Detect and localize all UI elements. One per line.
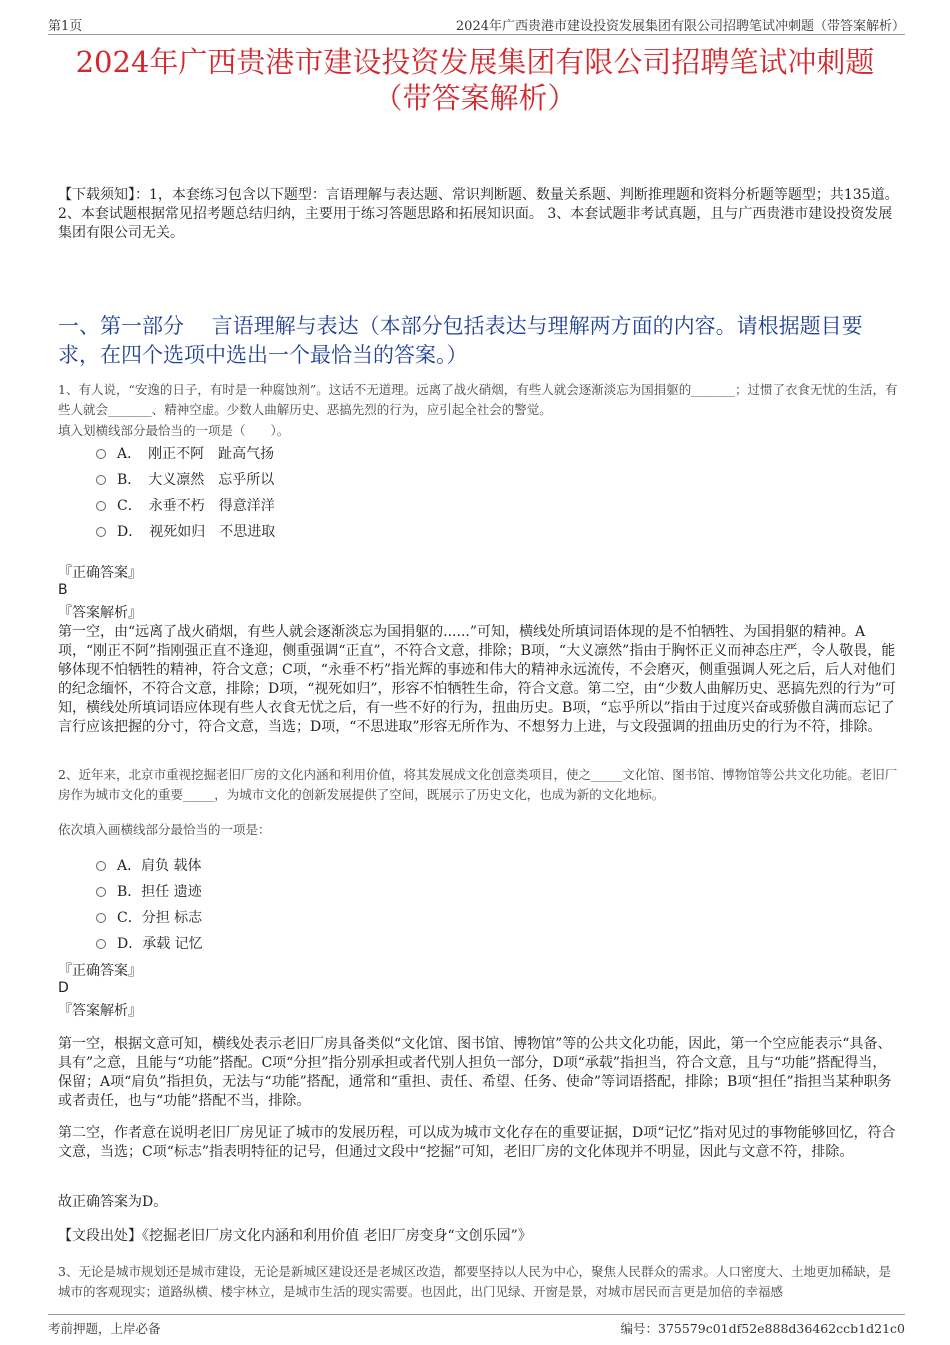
question-2-stem: 2、近年来，北京市重视挖掘老旧厂房的文化内涵和利用价值，将其发展成文化创意类项目，使之_____文化馆、图书馆、博物馆等公共文化功能。老旧厂房作为城市文化的重要_____，为城市文化的创新发展提供了空间，既展示了历史文化，也成为新的文化地标。 xyxy=(58,767,898,802)
radio-icon[interactable] xyxy=(96,527,106,537)
page-number: 第1页 xyxy=(48,19,83,34)
option-c[interactable]: C．分担 标志 xyxy=(96,905,496,931)
title-line-1: 2024年广西贵港市建设投资发展集团有限公司招聘笔试冲刺题 xyxy=(75,45,875,79)
header-doc-title: 2024年广西贵港市建设投资发展集团有限公司招聘笔试冲刺题（带答案解析） xyxy=(455,19,905,34)
radio-icon[interactable] xyxy=(96,449,106,459)
analysis-label: 『答案解析』 xyxy=(58,605,142,621)
option-d[interactable]: D．承载 记忆 xyxy=(96,931,496,957)
radio-icon[interactable] xyxy=(96,501,106,511)
option-a[interactable]: A．肩负 载体 xyxy=(96,853,496,879)
answer-label: 『正确答案』 xyxy=(58,565,142,581)
question-2-options xyxy=(96,853,496,957)
answer-label: 『正确答案』 xyxy=(58,963,142,979)
analysis-text: 第一空，由“远离了战火硝烟，有些人就会逐渐淡忘为国捐躯的......”可知，横线处所填词语体现的是不怕牺牲、为国捐躯的精神。A项，“刚正不阿”指刚强正直不逢迎，侧重强调“正直”，不符合文意，排除；B项，“大义凛然”指由于胸怀正义而神态庄严，令人敬畏，能够体现不怕牺牲的精神，符合文意；C项，“永垂不朽”指光辉的事迹和伟大的精神永远流传，不会磨灭，侧重强调人死之后，后人对他们的纪念缅怀，不符合文意，排除；D项，“视死如归”，形容不怕牺牲生命，符合文意。第二空，由“少数人曲解历史、恶搞先烈的行为”可知，横线处所填词语应体现有些人衣食无忧之后，有一些不好的行为，扭曲历史。B项，“忘乎所以”指由于过度兴奋或骄傲自满而忘记了言行应该把握的分寸，符合文意，当选；D项，“不思进取”形容无所作为、不想努力上进，与文段强调的扭曲历史的行为不符，排除。 xyxy=(58,624,896,735)
download-notice: 【下载须知】：1，本套练习包含以下题型：言语理解与表达题、常识判断题、数量关系题、判断推理题和资料分析题等题型；共135道。 2、本套试题根据常见招考题总结归纳，主要用于练习答题思路和拓展知识面。 3、本套试题非考试真题，且与广西贵港市建设投资发展集团有限公司无关。 xyxy=(58,187,899,241)
passage-source: 【文段出处】《挖掘老旧厂房文化内涵和利用价值 老旧厂房变身“文创乐园”》 xyxy=(58,1228,532,1244)
title-line-2: （带答案解析） xyxy=(373,81,577,115)
option-b[interactable]: B．担任 遗迹 xyxy=(96,879,496,905)
analysis-paragraph-2: 第二空，作者意在说明老旧厂房见证了城市的发展历程，可以成为城市文化存在的重要证据，D项“记忆”指对见过的事物能够回忆，符合文意，当选；C项“标志”指表明特征的记号，但通过文段中“挖掘”可知，老旧厂房的文化体现并不明显，因此与文意不符，排除。 xyxy=(58,1125,896,1160)
question-2-prompt: 依次填入画横线部分最恰当的一项是： xyxy=(58,822,271,837)
question-1-prompt: 填入划横线部分最恰当的一项是（ ）。 xyxy=(58,423,290,438)
option-d[interactable]: D． 视死如归 不思进取 xyxy=(96,519,496,545)
option-b[interactable]: B． 大义凛然 忘乎所以 xyxy=(96,467,496,493)
section-heading: 一、第一部分 言语理解与表达（本部分包括表达与理解两方面的内容。请根据题目要求，在四个选项中选出一个最恰当的答案。） xyxy=(58,314,863,367)
option-a[interactable]: A． 刚正不阿 趾高气扬 xyxy=(96,441,496,467)
footer-slogan: 考前押题，上岸必备 xyxy=(48,1321,161,1336)
radio-icon[interactable] xyxy=(96,887,106,897)
question-1-options xyxy=(96,441,496,545)
radio-icon[interactable] xyxy=(96,475,106,485)
radio-icon[interactable] xyxy=(96,939,106,949)
answer-value: B xyxy=(58,582,68,598)
analysis-label: 『答案解析』 xyxy=(58,1003,142,1019)
document-title xyxy=(40,44,910,116)
question-1-stem: 1、有人说，“安逸的日子，有时是一种腐蚀剂”。这话不无道理。远离了战火硝烟，有些人就会逐渐淡忘为国捐躯的_______；过惯了衣食无忧的生活，有些人就会_______、精神空虚。少数人曲解历史、恶搞先烈的行为，应引起全社会的警觉。 xyxy=(58,382,898,417)
answer-value: D xyxy=(58,980,69,996)
option-c[interactable]: C． 永垂不朽 得意洋洋 xyxy=(96,493,496,519)
footer-id: 编号：375579c01df52e888d36462ccb1d21c0 xyxy=(620,1321,905,1336)
question-3-stem: 3、无论是城市规划还是城市建设，无论是新城区建设还是老城区改造，都要坚持以人民为中心，聚焦人民群众的需求。人口密度大、土地更加稀缺，是城市的客观现实；道路纵横、楼宇林立，是城市生活的现实需要。也因此，出门见绿、开窗是景，对城市居民而言更是加倍的幸福感 xyxy=(58,1264,891,1299)
page-footer xyxy=(48,1314,905,1336)
radio-icon[interactable] xyxy=(96,913,106,923)
radio-icon[interactable] xyxy=(96,861,106,871)
page-header xyxy=(48,12,905,35)
analysis-conclusion: 故正确答案为D。 xyxy=(58,1194,168,1210)
analysis-paragraph-1: 第一空，根据文意可知，横线处表示老旧厂房具备类似“文化馆、图书馆、博物馆”等的公共文化功能，因此，第一个空应能表示“具备、具有”之意，且能与“功能”搭配。C项“分担”指分别承担或者代别人担负一部分，D项“承载”指担当，符合文意，且与“功能”搭配得当，保留；A项“肩负”指担负，无法与“功能”搭配，通常和“重担、责任、希望、任务、使命”等词语搭配，排除；B项“担任”指担当某种职务或者责任，也与“功能”搭配不当，排除。 xyxy=(58,1036,892,1109)
